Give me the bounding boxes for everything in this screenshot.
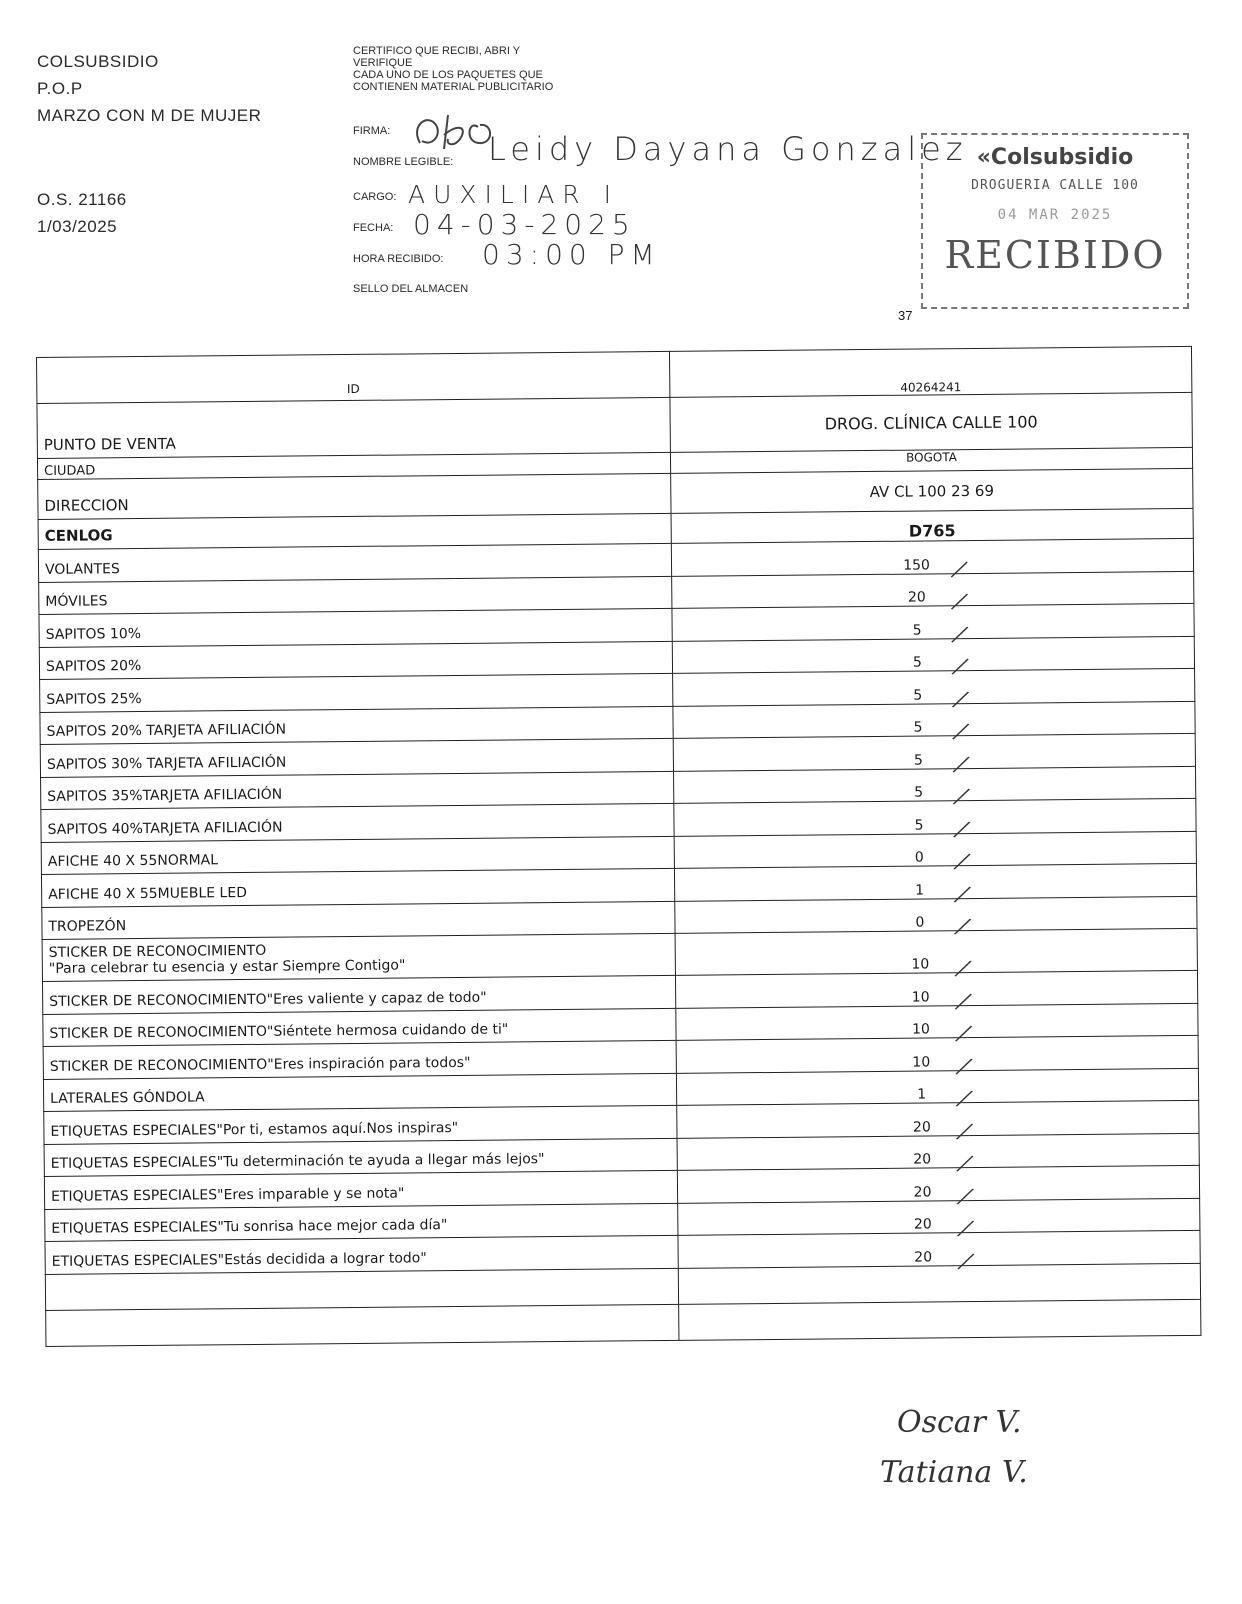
item-label-text: VOLANTES [44,560,120,578]
cenlog-label: CENLOG [38,513,671,549]
item-quantity [677,1133,1199,1171]
item-quantity [677,1100,1199,1138]
item-label [42,933,675,981]
signature-tatiana: Tatiana V. [880,1455,1028,1490]
firma-label: FIRMA: [353,125,391,137]
stamp-status: RECIBIDO [944,233,1166,277]
received-stamp [921,133,1189,309]
punto-label: PUNTO DE VENTA [37,397,670,458]
direccion-value: AV CL 100 23 69 [671,468,1193,513]
quantity-value: 20 [912,1118,931,1136]
punto-value: DROG. CLÍNICA CALLE 100 [670,392,1193,452]
quantity-value: 20 [914,1248,933,1266]
item-label-text: STICKER DE RECONOCIMIENTO"Siéntete hermosa cuidando de ti" [49,1021,509,1042]
item-label-text: SAPITOS 25% [46,690,142,708]
item-label-text: ETIQUETAS ESPECIALES"Estás decidida a lograr todo" [51,1249,427,1270]
cargo-label: CARGO: [353,191,397,203]
item-label-text: ETIQUETAS ESPECIALES"Por ti, estamos aquí.Nos inspiras" [50,1119,459,1140]
hora-value: 03:00 PM [482,238,661,271]
quantity-value: 5 [914,817,924,834]
stamp-brand: «Colsubsidio [976,145,1134,170]
item-quantity [674,863,1196,901]
campaign-name: MARZO CON M DE MUJER [37,106,262,125]
nombre-label: NOMBRE LEGIBLE: [353,156,454,168]
quantity-value: 5 [913,687,923,704]
company-name: COLSUBSIDIO [37,52,159,71]
item-quantity [671,538,1193,576]
item-quantity [675,896,1197,934]
item-label-text: ETIQUETAS ESPECIALES"Tu determinación te ayuda a llegar más lejos" [50,1151,545,1172]
item-label-text: MÓVILES [45,593,108,610]
id-value: 40264241 [669,346,1191,397]
signature-oscar: Oscar V. [897,1405,1022,1440]
item-label-text: SAPITOS 20% TARJETA AFILIACIÓN [46,721,287,740]
item-quantity [672,571,1194,609]
item-label-text: SAPITOS 40%TARJETA AFILIACIÓN [47,819,283,838]
header-left [37,48,261,129]
empty-cell [45,1268,678,1310]
quantity-value: 20 [907,589,926,606]
item-label-text: AFICHE 40 X 55NORMAL [47,852,219,870]
quantity-value: 10 [911,1021,930,1038]
item-label-text: SAPITOS 30% TARJETA AFILIACIÓN [46,754,287,773]
quantity-value: 1 [915,881,925,899]
item-label-text: SAPITOS 35%TARJETA AFILIACIÓN [47,786,283,805]
item-label-text: ETIQUETAS ESPECIALES"Eres imparable y se nota" [50,1185,405,1205]
empty-cell [46,1304,679,1346]
quantity-value: 10 [911,956,930,973]
item-label-text: AFICHE 40 X 55MUEBLE LED [48,884,248,903]
item-quantity [672,603,1194,641]
order-date: 1/03/2025 [37,217,118,236]
fecha-value: 04-03-2025 [413,208,636,241]
cert-line: VERIFIQUE [353,57,413,69]
item-quantity [673,701,1195,739]
pop-label: P.O.P [37,79,83,98]
quantity-value: 20 [913,1151,932,1168]
item-quantity [675,928,1197,975]
item-quantity [674,831,1196,869]
delivery-table [36,346,1201,1347]
ciudad-value: BOGOTA [670,447,1192,473]
quantity-value: 150 [903,556,930,574]
item-quantity [676,1068,1198,1106]
quantity-value: 0 [915,914,925,931]
quantity-value: 10 [912,1053,931,1071]
quantity-value: 20 [913,1216,932,1233]
item-label-text: SAPITOS 20% [45,658,142,675]
item-quantity [676,1035,1198,1073]
cert-line: CONTIENEN MATERIAL PUBLICITARIO [353,81,554,93]
stamp-store: DROGUERIA CALLE 100 [971,178,1139,193]
quantity-value: 5 [913,719,923,736]
item-label-text: STICKER DE RECONOCIMIENTO [48,942,267,961]
cenlog-value: D765 [671,508,1193,543]
item-label-text: ETIQUETAS ESPECIALES"Tu sonrisa hace mejor cada día" [51,1217,448,1237]
item-label-subtext: "Para celebrar tu esencia y estar Siempre Contigo" [48,957,406,977]
item-quantity [672,636,1194,674]
item-quantity [677,1165,1199,1203]
item-label-text: STICKER DE RECONOCIMIENTO"Eres valiente y capaz de todo" [49,989,487,1010]
quantity-value: 5 [912,622,922,639]
cert-line: CADA UNO DE LOS PAQUETES QUE [353,69,543,81]
stamp-date: 04 MAR 2025 [997,207,1113,223]
item-quantity [673,668,1195,706]
order-info [37,186,127,240]
ciudad-label: CIUDAD [37,452,670,479]
item-quantity [676,1003,1198,1041]
quantity-value: 1 [917,1086,927,1103]
sello-label: SELLO DEL ALMACEN [353,283,469,295]
empty-cell [678,1263,1200,1304]
item-label-text: LATERALES GÓNDOLA [50,1089,205,1107]
item-quantity [673,733,1195,771]
cargo-value: AUXILIAR I [408,180,619,209]
page-number: 37 [898,308,913,323]
item-label-text: TROPEZÓN [48,918,127,935]
nombre-value: Leidy Dayana Gonzalez [488,130,968,168]
fecha-label: FECHA: [353,222,394,234]
certificate-text [353,45,553,93]
item-quantity [674,766,1196,804]
hora-label: HORA RECIBIDO: [353,253,444,265]
empty-cell [679,1299,1201,1340]
cert-line: CERTIFICO QUE RECIBI, ABRI Y [353,45,521,57]
direccion-label: DIRECCION [38,473,671,519]
quantity-value: 5 [913,752,923,769]
id-label: ID [37,351,670,403]
quantity-value: 5 [912,654,923,671]
item-label-text: STICKER DE RECONOCIMIENTO"Eres inspiración para todos" [49,1054,471,1075]
order-number: O.S. 21166 [37,190,127,209]
quantity-value: 5 [914,784,924,801]
quantity-value: 20 [913,1183,932,1201]
item-quantity [678,1198,1200,1236]
quantity-value: 0 [914,849,924,866]
quantity-value: 10 [911,988,930,1006]
item-quantity [678,1230,1200,1268]
item-quantity [675,970,1197,1008]
item-label-text: SAPITOS 10% [45,625,142,643]
item-quantity [674,798,1196,836]
